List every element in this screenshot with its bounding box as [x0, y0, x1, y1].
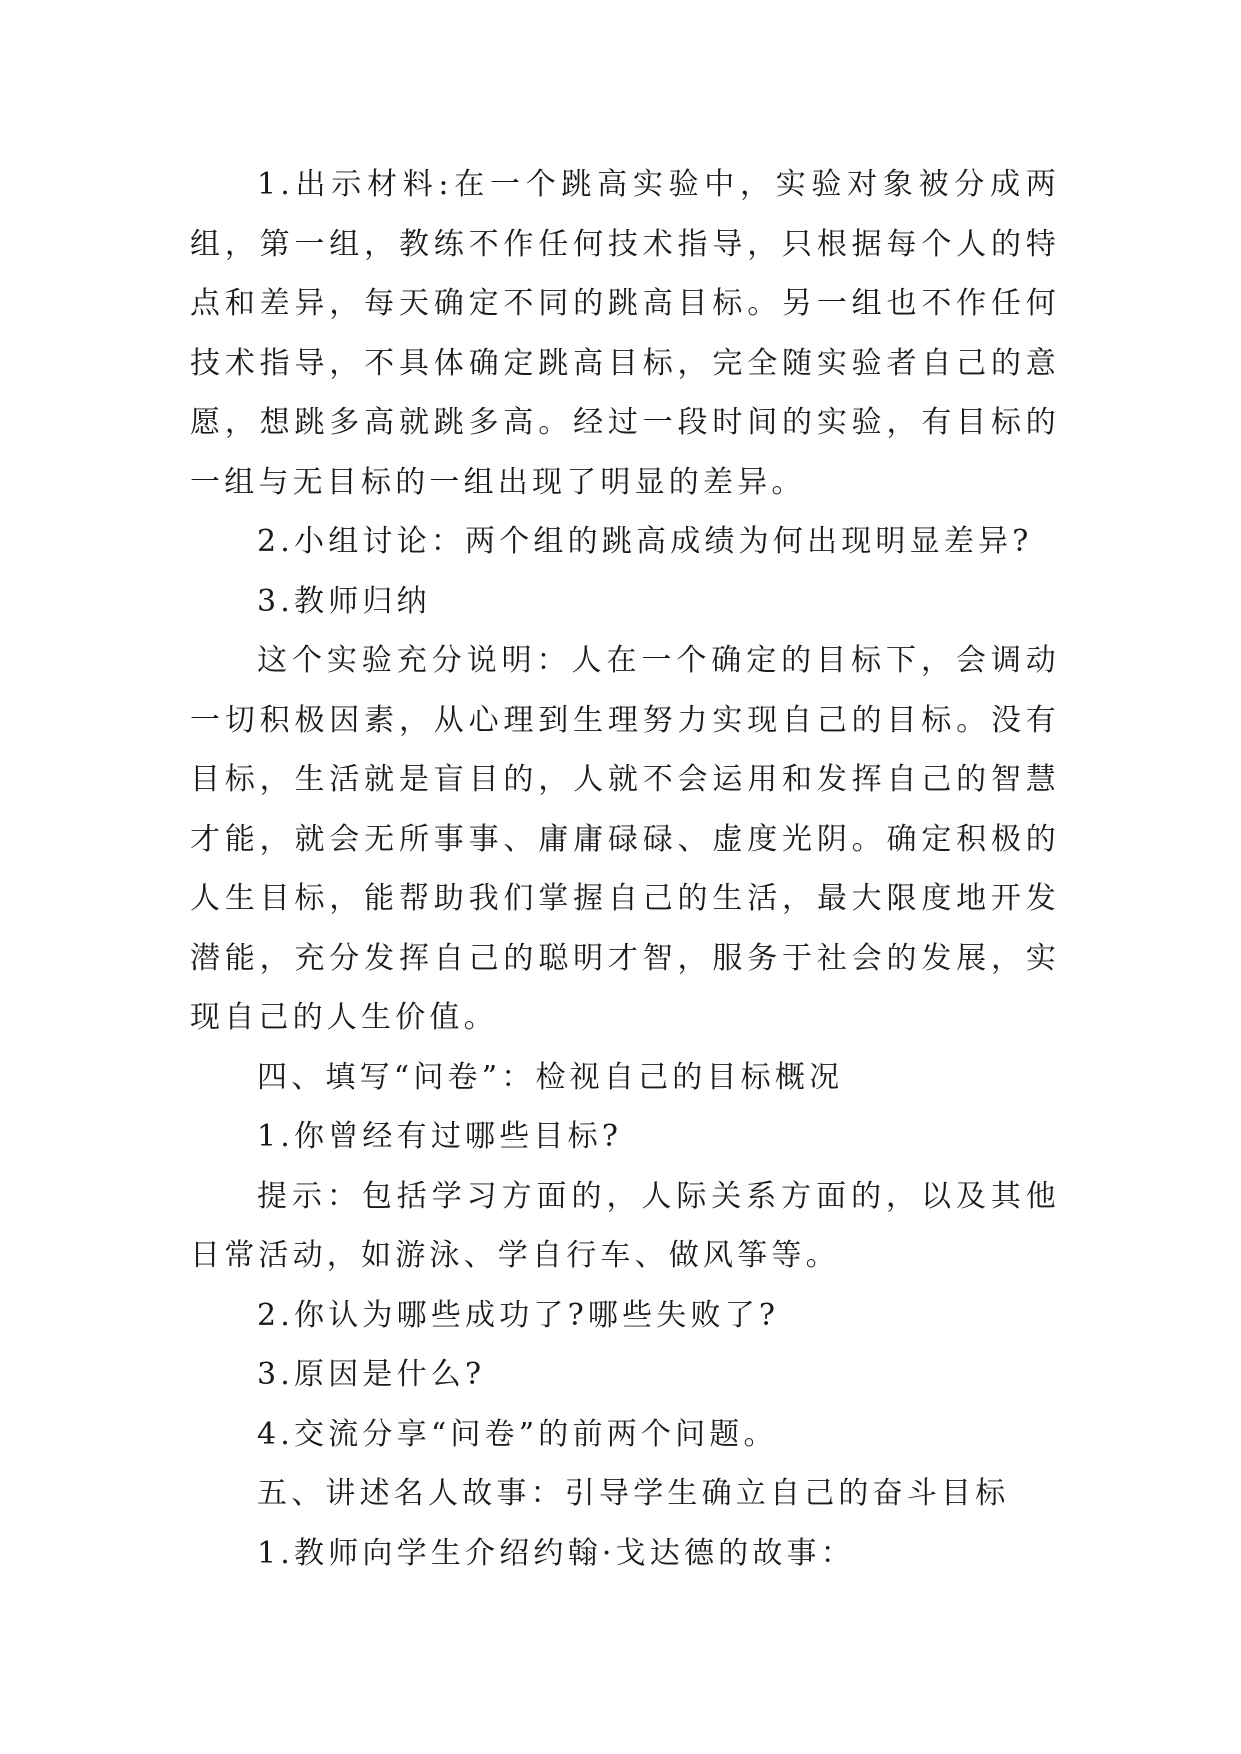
question-2: 2.你认为哪些成功了?哪些失败了? [257, 1297, 780, 1333]
paragraph-teacher-summary: 这个实验充分说明：人在一个确定的目标下，会调动一切积极因素，从心理到生理努力实现自己的目标。没有目标，生活就是盲目的，人就不会运用和发挥自己的智慧才能，就会无所事事、庸庸碌碌、虚度光阴。确定积极的人生目标，能帮助我们掌握自己的生活，最大限度地开发潜能，充分发挥自己的聪明才智，服务于社会的发展，实现自己的人生价值。 [190, 643, 1060, 1035]
paragraph-teacher-summary-heading: 3.教师归纳 [257, 583, 431, 619]
paragraph-story-intro: 1.教师向学生介绍约翰·戈达德的故事： [257, 1535, 855, 1571]
paragraph-group-discussion: 2.小组讨论：两个组的跳高成绩为何出现明显差异? [257, 524, 1033, 559]
section-heading-questionnaire: 四、填写“问卷”：检视自己的目标概况 [257, 1059, 844, 1095]
document-body [190, 155, 1060, 1583]
question-4: 4.交流分享“问卷”的前两个问题。 [257, 1416, 778, 1452]
question-3: 3.原因是什么? [257, 1357, 486, 1392]
paragraph-material: 1.出示材料:在一个跳高实验中，实验对象被分成两组，第一组，教练不作任何技术指导，只根据每个人的特点和差异，每天确定不同的跳高目标。另一组也不作任何技术指导，不具体确定跳高目标，完全随实验者自己的意愿，想跳多高就跳多高。经过一段时间的实验，有目标的一组与无目标的一组出现了明显的差异。 [190, 167, 1060, 500]
section-heading-famous-story: 五、讲述名人故事：引导学生确立自己的奋斗目标 [257, 1476, 1010, 1511]
question-1-hint: 提示：包括学习方面的，人际关系方面的，以及其他日常活动，如游泳、学自行车、做风筝等。 [190, 1178, 1060, 1273]
question-1: 1.你曾经有过哪些目标? [257, 1119, 623, 1154]
